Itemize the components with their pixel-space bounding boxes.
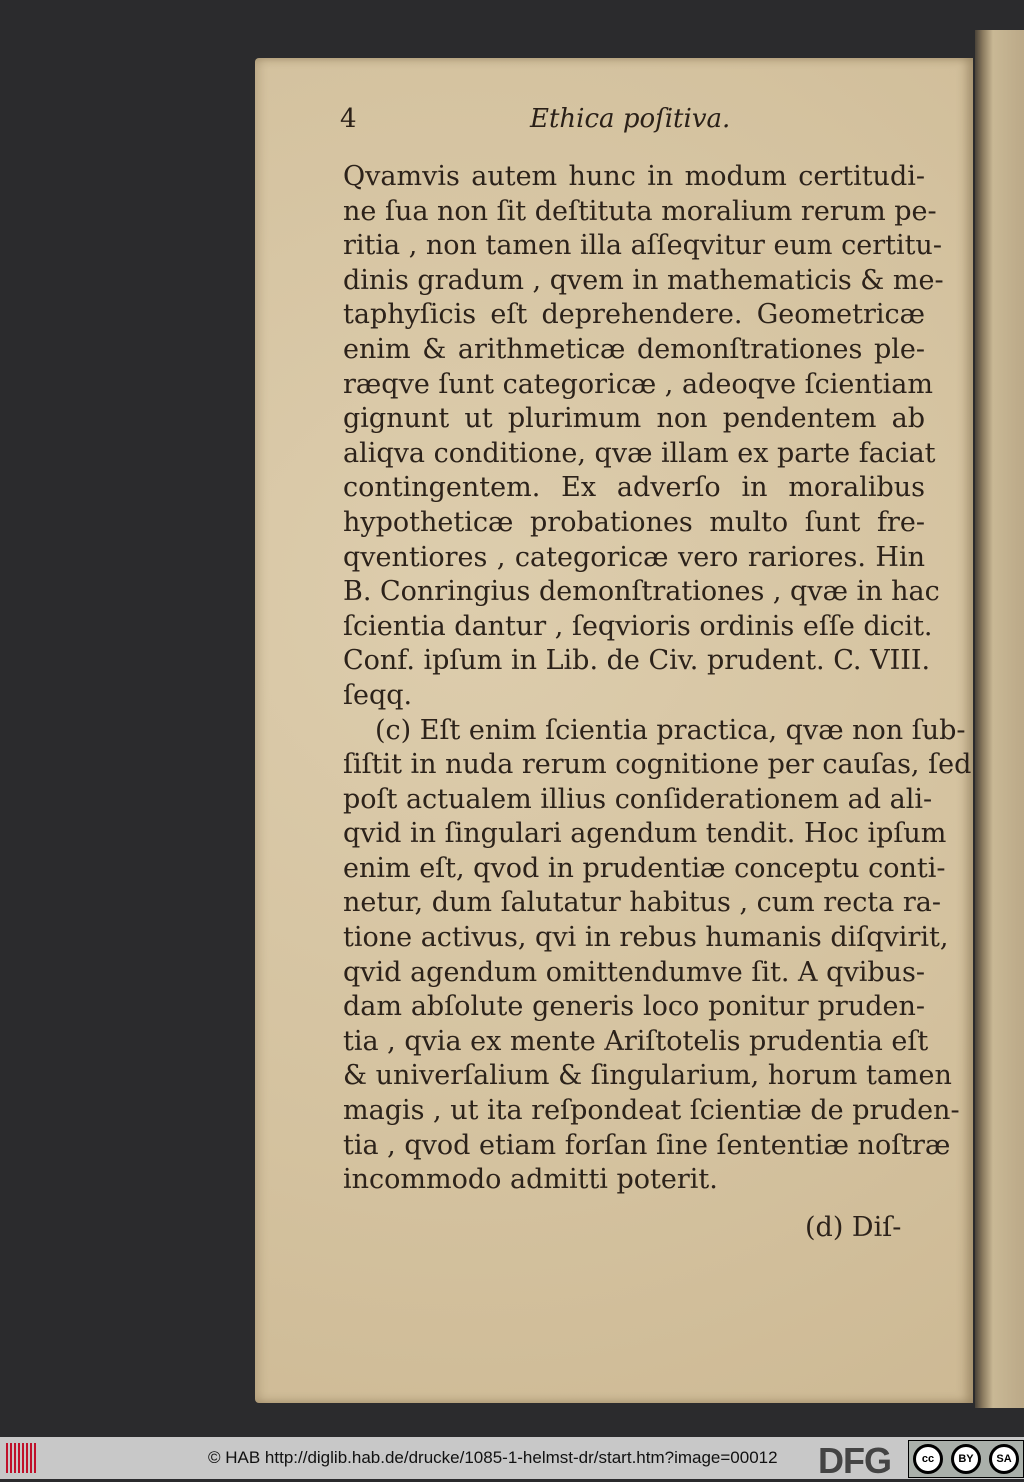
text-line: Qvamvis autem hunc in modum certitudi- [343, 161, 925, 192]
page-header [340, 104, 940, 140]
text-line: poſt actualem illius conſiderationem ad ali- [343, 783, 933, 815]
next-page-edge [975, 30, 1024, 1408]
text-line: ſcientia dantur , ſeqvioris ordinis eſſe dicit. [343, 610, 933, 642]
running-title: Ethica poſitiva. [530, 104, 731, 134]
cc-icon: cc [913, 1444, 943, 1474]
text-line: magis , ut ita reſpondeat ſcientiæ de pruden- [343, 1095, 960, 1127]
text-line: taphyſicis eſt deprehendere. Geometricæ [343, 299, 925, 331]
text-line: gignunt ut plurimum non pendentem ab [343, 403, 925, 435]
cc-license-badge[interactable] [908, 1440, 1024, 1478]
text-line: dam abſolute generis loco ponitur pruden- [343, 991, 925, 1023]
page-text [343, 160, 972, 1198]
text-line: contingentem. Ex adverſo in moralibus [343, 472, 925, 504]
text-line: ſiſtit in nuda rerum cognitione per cauſas, ſed [343, 749, 972, 781]
text-line: qventiores , categoricæ vero rariores. Hin [343, 541, 925, 573]
text-line: enim eſt, qvod in prudentiæ conceptu conti- [343, 852, 946, 884]
by-icon: BY [951, 1444, 981, 1474]
text-line: ritia , non tamen illa aſſeqvitur eum certitu- [343, 230, 942, 262]
footer-bar [0, 1437, 1024, 1479]
text-line: ræqve ſunt categoricæ , adeoqve ſcientiam [343, 368, 933, 400]
text-line: dinis gradum , qvem in mathematicis & me- [343, 264, 944, 296]
text-line: netur, dum ſalutatur habitus , cum recta ra- [343, 887, 941, 919]
copyright-link[interactable]: © HAB http://diglib.hab.de/drucke/1085-1-helmst-dr/start.htm?image=00012 [208, 1448, 778, 1467]
text-line: tia , qvod etiam forſan ſine ſententiæ noſtræ [343, 1129, 951, 1161]
page-number: 4 [340, 104, 357, 134]
text-line: & univerſalium & ſingularium, horum tamen [343, 1060, 952, 1092]
catchword: (d) Diſ- [805, 1212, 902, 1243]
text-line: enim & arithmeticæ demonſtrationes ple- [343, 333, 925, 365]
text-line: incommodo admitti poterit. [343, 1164, 718, 1196]
text-line: tione activus, qvi in rebus humanis diſqvirit, [343, 922, 949, 954]
sa-icon: SA [989, 1444, 1019, 1474]
text-line: B. Conringius demonſtrationes , qvæ in hac [343, 576, 940, 608]
text-line: hypotheticæ probationes multo ſunt fre- [343, 506, 925, 538]
text-line: qvid agendum omittendumve ſit. A qvibus- [343, 956, 925, 988]
dfg-logo: DFG [818, 1440, 891, 1481]
hab-logo-icon [6, 1443, 36, 1473]
text-line: aliqva conditione, qvæ illam ex parte faciat [343, 437, 936, 469]
text-line: qvid in ſingulari agendum tendit. Hoc ipſum [343, 818, 947, 850]
text-line: ne ſua non ſit deſtituta moralium rerum pe- [343, 195, 937, 227]
text-line: tia , qvia ex mente Ariſtotelis prudentia eſt [343, 1025, 929, 1057]
text-line: (c) Eſt enim ſcientia practica, qvæ non ſub- [375, 714, 966, 746]
text-line: Conf. ipſum in Lib. de Civ. prudent. C. VIII. [343, 645, 931, 677]
text-line: ſeqq. [343, 679, 413, 711]
